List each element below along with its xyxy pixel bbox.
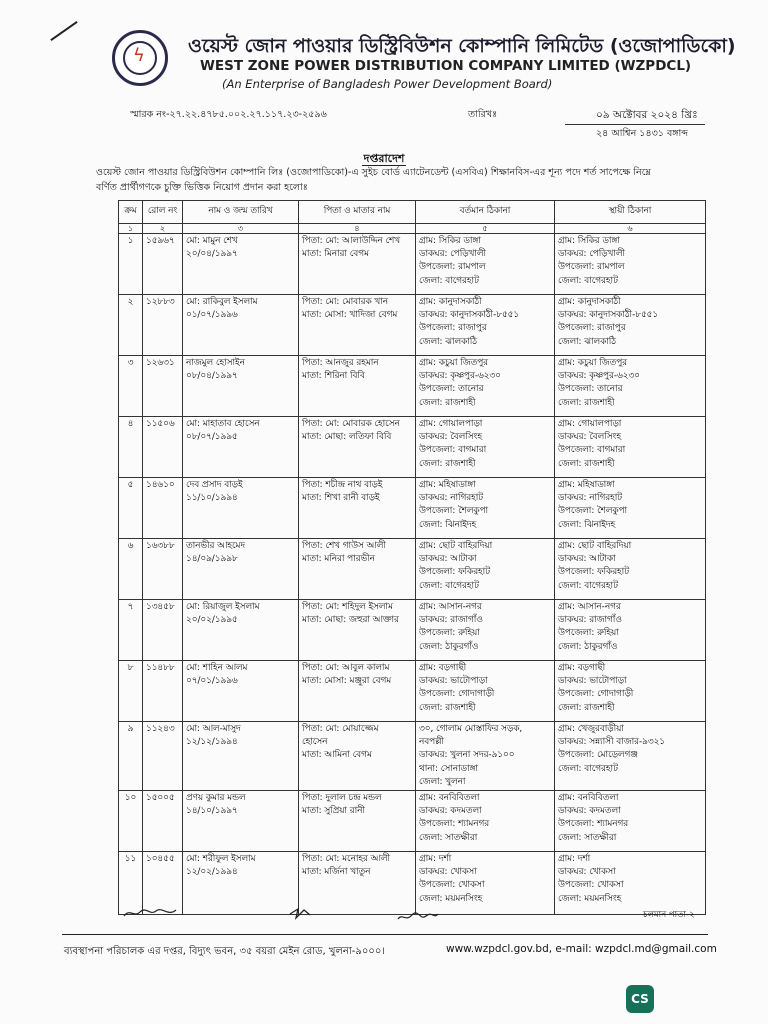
header-parents: পিতা ও মাতার নাম: [299, 201, 416, 224]
cell-line: ০১/০৭/১৯৯৬: [186, 310, 238, 321]
cell-roll: ১১২৪৩: [143, 722, 183, 791]
cell-line: ৩০, গোলাম মোস্তাফির সড়ক,: [419, 724, 523, 734]
cell-line: পিতা: মো: মোবারক হোসেন: [302, 419, 400, 429]
cell-line: ১৪/১০/১৯৯৭: [186, 806, 238, 817]
cell-line: ডাকঘর: রাজাগাঁও: [558, 615, 622, 626]
cell-line: ডাকঘর: কানুদাসকাঠী-৮৫৫১: [558, 310, 659, 321]
camscanner-badge: CS: [626, 985, 654, 1013]
cell-line: ১৪/০৯/১৯৯৮: [186, 554, 238, 565]
cell-line: গ্রাম: আসান-নগর: [419, 602, 482, 612]
cell-line: জেলা: বাগেরহাট: [419, 275, 479, 286]
cell-line: জেলা: বাগেরহাট: [558, 275, 618, 286]
cell-line: উপজেলা: বাগমারা: [558, 445, 626, 456]
table-row: [119, 356, 706, 417]
cell-present-address: [416, 852, 555, 915]
cell-parents: [299, 295, 416, 356]
cell-serial: ৩: [119, 356, 143, 417]
cell-line: মাতা: মোছা: লতিফা বিবি: [302, 432, 392, 443]
cell-line: পিতা: শচীন্দ্র নাথ বাড়ই: [302, 480, 383, 490]
appointee-table: [118, 200, 706, 915]
cell-present-address: [416, 234, 555, 295]
cell-line: জেলা: ময়মনসিংহ: [558, 893, 622, 904]
cell-permanent-address: [555, 234, 706, 295]
footer-contact: www.wzpdcl.gov.bd, e-mail: wzpdcl.md@gmail.com: [446, 943, 717, 955]
cell-line: গ্রাম: বড়গাছী: [419, 663, 467, 673]
cell-line: উপজেলা: রাজাপুর: [558, 323, 626, 334]
table-row: [119, 295, 706, 356]
cell-serial: ৫: [119, 478, 143, 539]
cell-permanent-address: [555, 539, 706, 600]
cell-roll: ১১৪৮৮: [143, 661, 183, 722]
cell-line: উপজেলা: ফকিরহাট: [558, 567, 629, 578]
cell-line: ০৮/০৭/১৯৯৫: [186, 432, 238, 443]
cell-line: পিতা: মো: শহিদুল ইসলাম: [302, 602, 393, 612]
cell-present-address: [416, 295, 555, 356]
cell-line: জেলা: বাগেরহাট: [419, 580, 479, 591]
cell-present-address: [416, 791, 555, 852]
cell-line: উপজেলা: গোদাগাড়ী: [558, 689, 634, 700]
cell-line: উপজেলা: শৈলকুপা: [558, 506, 628, 517]
cell-permanent-address: [555, 791, 706, 852]
cell-line: মাতা: আমিনা বেগম: [302, 750, 372, 761]
cell-parents: [299, 539, 416, 600]
cell-roll: ১১৫০৬: [143, 417, 183, 478]
column-number-row: [119, 224, 706, 234]
cell-line: মো: আল-মাসুদ: [186, 724, 241, 734]
cell-line: ডাকঘর: সন্ন্যাসী বাজার-৯৩২১: [558, 737, 666, 748]
cell-parents: [299, 791, 416, 852]
col-number: ৪: [299, 224, 416, 234]
cell-line: ডাকঘর: বৈলসিংহ: [419, 432, 482, 443]
cell-name-dob: [183, 234, 299, 295]
signature-3: [396, 910, 440, 924]
date-label: তারিখঃ: [468, 109, 498, 120]
cell-line: জেলা: রাজশাহী: [558, 397, 615, 408]
col-number: ৬: [555, 224, 706, 234]
cell-line: ডাকঘর: খোকসা: [419, 867, 477, 878]
cell-line: মাতা: শিখা রানী বাড়ই: [302, 493, 380, 504]
cell-name-dob: [183, 356, 299, 417]
table-header-row: [119, 201, 706, 224]
cell-roll: ১৫০০৫: [143, 791, 183, 852]
cell-line: ০৭/০১/১৯৯৬: [186, 676, 238, 687]
col-number: ২: [143, 224, 183, 234]
cell-present-address: [416, 539, 555, 600]
cell-permanent-address: [555, 295, 706, 356]
signature-1: [122, 906, 178, 920]
cell-line: পিতা: মো: আবুল কালাম: [302, 663, 390, 673]
cell-line: পিতা: মো: মনোহর আলী: [302, 854, 390, 865]
cell-line: পিতা: মো: মোয়াজ্জেম: [302, 724, 379, 734]
cell-permanent-address: [555, 478, 706, 539]
cell-line: মাতা: মিনারা বেগম: [302, 249, 369, 260]
cell-line: উপজেলা: রুহিয়া: [419, 628, 480, 639]
cell-line: জেলা: সাতক্ষীরা: [419, 832, 478, 843]
cell-line: জেলা: রাজশাহী: [419, 702, 476, 713]
cell-roll: ১৩৪৫৮: [143, 600, 183, 661]
cell-line: জেলা: ঝালকাঠি: [419, 336, 477, 347]
cell-serial: ১০: [119, 791, 143, 852]
header-name-dob: নাম ও জন্ম তারিখ: [183, 201, 299, 224]
cell-name-dob: [183, 539, 299, 600]
cell-permanent-address: [555, 600, 706, 661]
cell-line: মাতা: মোছা: জহুরা আক্তার: [302, 615, 399, 626]
cell-line: পিতা: মো: মোবারক খান: [302, 297, 388, 307]
cell-name-dob: [183, 722, 299, 791]
cell-line: গ্রাম: গোয়ালপাড়া: [419, 419, 483, 429]
order-intro-line2: বর্ণিত প্রার্থীগণকে চুক্তি ভিত্তিক নিয়োগ প্রদান করা হলোঃ: [96, 182, 308, 193]
cell-line: পিতা: দুলাল চন্দ্র মন্ডল: [302, 793, 382, 804]
cell-line: ডাকঘর: পেড়িখালী: [419, 249, 486, 260]
cell-permanent-address: [555, 417, 706, 478]
cell-line: গ্রাম: মহিষাডাঙ্গা: [419, 480, 476, 490]
cell-line: গ্রাম: আসান-নগর: [558, 602, 621, 612]
cell-line: মো: মাহাতাব হোসেন: [186, 419, 260, 429]
cell-line: ডাকঘর: ভাটোপাড়া: [419, 676, 488, 687]
order-title: দপ্তরাদেশ: [363, 152, 405, 165]
cell-line: ডাকঘর: নাগিরহাট: [419, 493, 484, 504]
footer-divider: [62, 934, 708, 935]
cell-line: গ্রাম: ছোট বাহিরদিয়া: [419, 541, 493, 551]
cell-line: উপজেলা: তানোর: [558, 384, 623, 395]
cell-line: মাতা: মর্জিনা খাতুন: [302, 867, 371, 878]
cell-parents: [299, 417, 416, 478]
cell-line: উপজেলা: বাগমারা: [419, 445, 487, 456]
cell-present-address: [416, 661, 555, 722]
cell-serial: ৮: [119, 661, 143, 722]
cell-line: ডাকঘর: খোকসা: [558, 867, 616, 878]
cell-line: গ্রাম: কানুদাসকাঠী: [558, 297, 621, 307]
cell-line: নবপল্লী: [419, 737, 444, 748]
cell-line: জেলা: রাজশাহী: [558, 458, 615, 469]
cell-line: ডাকঘর: বৈলসিংহ: [558, 432, 621, 443]
cell-parents: [299, 852, 416, 915]
cell-line: জেলা: খুলনা: [419, 776, 466, 787]
cell-line: ১১/১০/১৯৯৪: [186, 493, 238, 504]
cell-serial: ৬: [119, 539, 143, 600]
cell-roll: ১৪৬১০: [143, 478, 183, 539]
date-bangla: ২৪ আশ্বিন ১৪৩১ বঙ্গাব্দ: [596, 128, 688, 139]
cell-present-address: [416, 356, 555, 417]
cell-line: ডাকঘর: ভাটোপাড়া: [558, 676, 627, 687]
cell-line: মাতা: শিরিনা বিবি: [302, 371, 365, 382]
cell-parents: [299, 478, 416, 539]
col-number: ৩: [183, 224, 299, 234]
cell-parents: [299, 722, 416, 791]
cell-line: ২০/০৪/১৯৯৭: [186, 249, 238, 260]
cell-line: গ্রাম: দর্শা: [419, 854, 452, 865]
cell-line: জেলা: বাগেরহাট: [558, 763, 618, 774]
cell-parents: [299, 600, 416, 661]
table-row: [119, 539, 706, 600]
cell-line: উপজেলা: রামপাল: [558, 262, 625, 273]
cell-line: তানভীর আহমেদ: [186, 541, 246, 551]
cell-line: ডাকঘর: কৃষ্ণপুর-৬২৩০: [419, 371, 501, 382]
cell-line: গ্রাম: গোয়ালপাড়া: [558, 419, 622, 429]
table-row: [119, 661, 706, 722]
cell-present-address: [416, 722, 555, 791]
cell-parents: [299, 661, 416, 722]
wzpdcl-logo: ϟ: [112, 30, 168, 86]
cell-roll: ১০৪৫৫: [143, 852, 183, 915]
cell-line: জেলা: সাতক্ষীরা: [558, 832, 617, 843]
cell-present-address: [416, 417, 555, 478]
cell-parents: [299, 356, 416, 417]
cell-line: ডাকঘর: আটাকা: [558, 554, 616, 565]
cell-line: উপজেলা: খোকসা: [558, 880, 624, 891]
org-subtitle: (An Enterprise of Bangladesh Power Development Board): [222, 77, 553, 91]
cell-line: গ্রাম: কচুয়া জিতপুর: [419, 358, 489, 368]
cell-line: মাতা: মোসা: খাদিজা বেগম: [302, 310, 398, 321]
cell-name-dob: [183, 417, 299, 478]
cell-line: গ্রাম: কানুদাসকাঠী: [419, 297, 482, 307]
cell-line: ডাকঘর: রাজাগাঁও: [419, 615, 483, 626]
cell-line: হোসেন: [302, 737, 328, 748]
cell-permanent-address: [555, 356, 706, 417]
cell-line: গ্রাম: দর্শা: [558, 854, 591, 865]
cell-line: ডাকঘর: কদমতলা: [558, 806, 621, 817]
cell-line: দেব প্রসাদ বাড়ই: [186, 480, 243, 490]
cell-line: মো: রিয়াজুল ইসলাম: [186, 602, 260, 612]
col-number: ১: [119, 224, 143, 234]
cell-line: জেলা: ঝিনাইদহ: [558, 519, 616, 530]
cell-line: জেলা: ঠাকুরগাঁও: [558, 641, 618, 652]
cell-line: উপজেলা: শ্যামনগর: [419, 819, 490, 830]
cell-line: পিতা: আনজুর রহমান: [302, 358, 379, 368]
cell-serial: ৪: [119, 417, 143, 478]
cell-serial: ৭: [119, 600, 143, 661]
cell-line: গ্রাম: সিকির ডাঙ্গা: [419, 236, 481, 246]
table-body: [119, 234, 706, 915]
cell-line: মাতা: মনিরা পারভীন: [302, 554, 375, 565]
table-row: [119, 600, 706, 661]
continued-page-note: চলমান পাতা-২: [643, 910, 695, 920]
cell-line: জেলা: ঝিনাইদহ: [419, 519, 477, 530]
cell-line: ১২/০২/১৯৯৪: [186, 867, 238, 878]
table-row: [119, 722, 706, 791]
cell-line: জেলা: বাগেরহাট: [558, 580, 618, 591]
cell-line: পিতা: শেখ গাউস আলী: [302, 541, 386, 551]
cell-line: ডাকঘর: কদমতলা: [419, 806, 482, 817]
cell-line: থানা: সোনাডাঙ্গা: [419, 763, 478, 774]
cell-line: মাতা: মোসা: মঞ্জুরা বেগম: [302, 676, 392, 687]
cell-roll: ১২৬৩১: [143, 356, 183, 417]
cell-line: ডাকঘর: নাগিরহাট: [558, 493, 623, 504]
cell-serial: ১: [119, 234, 143, 295]
cell-line: জেলা: ঠাকুরগাঁও: [419, 641, 479, 652]
cell-line: গ্রাম: মহিষাডাঙ্গা: [558, 480, 615, 490]
header-serial: ক্রম: [119, 201, 143, 224]
table-row: [119, 478, 706, 539]
cell-serial: ২: [119, 295, 143, 356]
cell-line: ০৮/০৪/১৯৯৭: [186, 371, 238, 382]
cell-permanent-address: [555, 852, 706, 915]
col-number: ৫: [416, 224, 555, 234]
cell-line: মো: রাকিবুল ইসলাম: [186, 297, 258, 307]
cell-line: প্রণয় কুমার মন্ডল: [186, 793, 246, 804]
cell-line: উপজেলা: ফকিরহাট: [419, 567, 490, 578]
cell-line: গ্রাম: বড়গাছী: [558, 663, 606, 673]
cell-line: উপজেলা: শ্যামনগর: [558, 819, 629, 830]
cell-line: জেলা: রাজশাহী: [419, 458, 476, 469]
date-gregorian: ০৯ অক্টোবর ২০২৪ খ্রিঃ: [596, 109, 698, 121]
cell-name-dob: [183, 600, 299, 661]
cell-line: মো: শরীফুল ইসলাম: [186, 854, 256, 865]
cell-line: উপজেলা: রাজাপুর: [419, 323, 487, 334]
table-row: [119, 852, 706, 915]
cell-line: জেলা: ময়মনসিংহ: [419, 893, 483, 904]
cell-line: উপজেলা: মোড়েলগঞ্জ: [558, 750, 638, 761]
table-row: [119, 791, 706, 852]
cell-line: ডাকঘর: খুলনা সদর-৯১০০: [419, 750, 515, 761]
org-name-english: WEST ZONE POWER DISTRIBUTION COMPANY LIMITED (WZPDCL): [200, 58, 692, 74]
cell-line: ডাকঘর: কৃষ্ণপুর-৬২৩০: [558, 371, 640, 382]
cell-line: উপজেলা: শৈলকুপা: [419, 506, 489, 517]
cell-line: উপজেলা: গোদাগাড়ী: [419, 689, 495, 700]
footer-address: ব্যবস্থাপনা পরিচালক এর দপ্তর, বিদ্যুৎ ভবন, ৩৫ বয়রা মেইন রোড, খুলনা-৯০০০।: [64, 946, 385, 957]
org-name-bangla: ওয়েস্ট জোন পাওয়ার ডিস্ট্রিবিউশন কোম্পানি লিমিটেড (ওজোপাডিকো): [188, 35, 736, 57]
cell-line: মো: শাহিন আলম: [186, 663, 248, 673]
cell-line: ১২/১২/১৯৯৪: [186, 737, 238, 748]
cell-line: গ্রাম: ছোট বাহিরদিয়া: [558, 541, 632, 551]
cell-roll: ১৫৯৬৭: [143, 234, 183, 295]
cell-line: উপজেলা: তানোর: [419, 384, 484, 395]
cell-line: ডাকঘর: আটাকা: [419, 554, 477, 565]
cell-line: জেলা: ঝালকাঠি: [558, 336, 616, 347]
cell-line: ২০/০২/১৯৯৫: [186, 615, 238, 626]
cell-line: ডাকঘর: কানুদাসকাঠী-৮৫৫১: [419, 310, 520, 321]
cell-line: নাজমুল হোসাইন: [186, 358, 245, 368]
cell-line: মো: মামুন শেখ: [186, 236, 238, 246]
header-present-address: বর্তমান ঠিকানা: [416, 201, 555, 224]
signature-2: [288, 906, 312, 920]
cell-permanent-address: [555, 722, 706, 791]
cell-line: উপজেলা: খোকসা: [419, 880, 485, 891]
cell-line: উপজেলা: রুহিয়া: [558, 628, 619, 639]
pen-mark: [50, 21, 77, 41]
cell-name-dob: [183, 295, 299, 356]
cell-line: মাতা: সুপ্রিয়া রানী: [302, 806, 365, 817]
header-permanent-address: স্থায়ী ঠিকানা: [555, 201, 706, 224]
cell-line: গ্রাম: খেজুরবাড়ীয়া: [558, 724, 624, 734]
cell-serial: ১১: [119, 852, 143, 915]
cell-line: গ্রাম: কচুয়া জিতপুর: [558, 358, 628, 368]
cell-line: গ্রাম: বনবিবিতলা: [419, 793, 480, 804]
header-roll: রোল নং: [143, 201, 183, 224]
table-row: [119, 234, 706, 295]
cell-serial: ৯: [119, 722, 143, 791]
cell-roll: ১৬৩৮৮: [143, 539, 183, 600]
cell-present-address: [416, 478, 555, 539]
table-row: [119, 417, 706, 478]
cell-line: জেলা: রাজশাহী: [419, 397, 476, 408]
cell-parents: [299, 234, 416, 295]
cell-name-dob: [183, 478, 299, 539]
cell-line: জেলা: রাজশাহী: [558, 702, 615, 713]
cell-name-dob: [183, 791, 299, 852]
cell-line: ডাকঘর: পেড়িখালী: [558, 249, 625, 260]
cell-name-dob: [183, 661, 299, 722]
cell-present-address: [416, 600, 555, 661]
memo-reference: স্মারক নং-২৭.২২.৪৭৮৫.০০২.২৭.১১৭.২৩-২৫৯৬: [130, 109, 327, 120]
order-intro-line1: ওয়েস্ট জোন পাওয়ার ডিস্ট্রিবিউশন কোম্পানি লিঃ (ওজোপাডিকো)-এ সুইচ বোর্ড এ্যাটেনডেন্ট (এসবিএ) শিক্ষানবিস-এর শূন্য পদে শর্ত সাপেক্ষে নিম্নে: [96, 167, 651, 178]
cell-permanent-address: [555, 661, 706, 722]
cell-name-dob: [183, 852, 299, 915]
cell-line: উপজেলা: রামপাল: [419, 262, 486, 273]
cell-line: গ্রাম: সিকির ডাঙ্গা: [558, 236, 620, 246]
cell-roll: ১২৮৮৩: [143, 295, 183, 356]
cell-line: পিতা: মো: আলাউদ্দিন শেখ: [302, 236, 401, 246]
cell-line: গ্রাম: বনবিবিতলা: [558, 793, 619, 804]
date-divider: [565, 124, 705, 125]
